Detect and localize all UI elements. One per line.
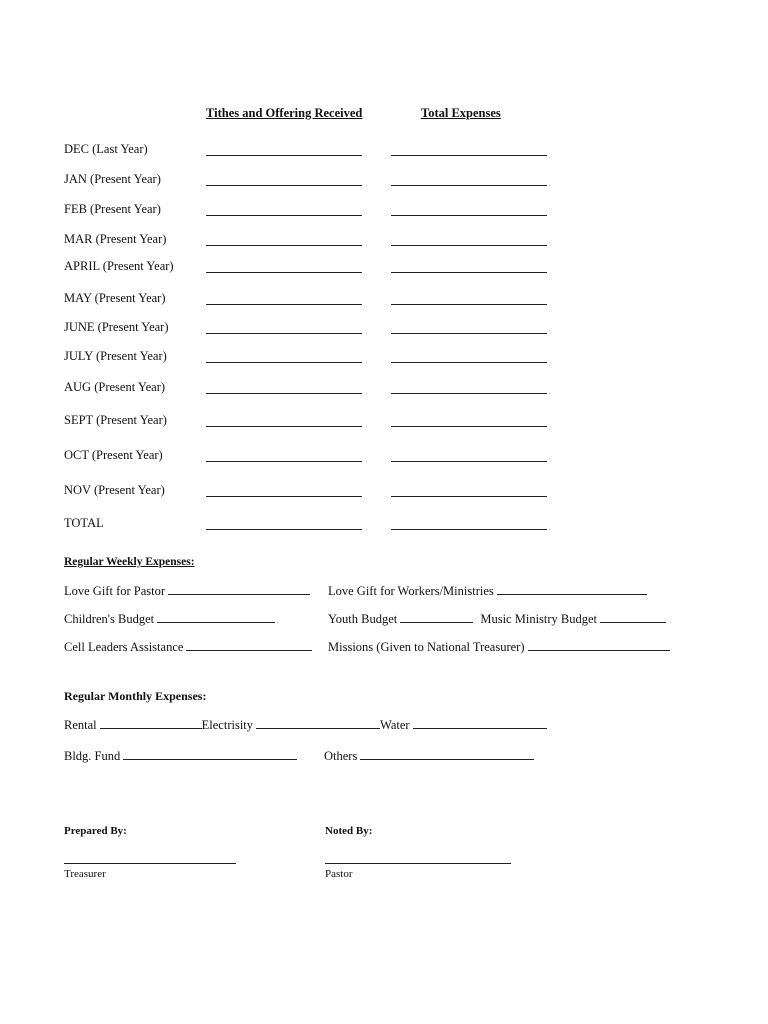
expenses-total-field[interactable] <box>391 529 547 530</box>
tithes-field[interactable] <box>206 426 362 427</box>
row-label: MAY (Present Year) <box>64 291 166 305</box>
tithes-field[interactable] <box>206 461 362 462</box>
bldg-fund-field[interactable] <box>123 748 297 760</box>
love-gift-pastor-label: Love Gift for Pastor <box>64 584 166 598</box>
tithes-field[interactable] <box>206 272 362 273</box>
rental-field[interactable] <box>100 717 202 729</box>
tithes-field[interactable] <box>206 362 362 363</box>
pastor-label: Pastor <box>325 868 353 880</box>
tithes-field[interactable] <box>206 215 362 216</box>
others-field[interactable] <box>360 748 534 760</box>
expenses-field[interactable] <box>391 333 547 334</box>
monthly-line-2 <box>64 748 301 763</box>
expenses-field[interactable] <box>391 155 547 156</box>
missions-label: Missions (Given to National Treasurer) <box>328 640 525 654</box>
tithes-field[interactable] <box>206 496 362 497</box>
row-label: MAR (Present Year) <box>64 232 167 246</box>
tithes-field[interactable] <box>206 333 362 334</box>
childrens-budget-label: Children's Budget <box>64 612 155 626</box>
col-tithes-header: Tithes and Offering Received <box>206 106 363 120</box>
row-label: SEPT (Present Year) <box>64 413 167 427</box>
row-label: NOV (Present Year) <box>64 483 165 497</box>
noted-by-label: Noted By: <box>325 825 373 837</box>
weekly-expenses-heading: Regular Weekly Expenses: <box>64 556 195 568</box>
others-label: Others <box>324 749 358 763</box>
treasurer-label: Treasurer <box>64 868 106 880</box>
row-label: JAN (Present Year) <box>64 172 161 186</box>
music-budget-label: Music Ministry Budget <box>480 612 598 626</box>
rental-label: Rental <box>64 718 97 732</box>
row-label: APRIL (Present Year) <box>64 259 174 273</box>
monthly-expenses-heading: Regular Monthly Expenses: <box>64 689 207 703</box>
youth-budget-field[interactable] <box>400 611 473 623</box>
expenses-field[interactable] <box>391 362 547 363</box>
row-label: AUG (Present Year) <box>64 380 166 394</box>
pastor-signature-line[interactable] <box>325 863 511 864</box>
weekly-line-1b <box>328 583 651 598</box>
childrens-budget-field[interactable] <box>157 611 275 623</box>
love-gift-workers-label: Love Gift for Workers/Ministries <box>328 584 494 598</box>
tithes-total-field[interactable] <box>206 529 362 530</box>
row-label: DEC (Last Year) <box>64 142 148 156</box>
tithes-field[interactable] <box>206 155 362 156</box>
love-gift-workers-field[interactable] <box>497 583 647 595</box>
tithes-field[interactable] <box>206 245 362 246</box>
expenses-field[interactable] <box>391 272 547 273</box>
monthly-line-2b <box>324 748 538 763</box>
water-field[interactable] <box>413 717 547 729</box>
row-label: JULY (Present Year) <box>64 349 167 363</box>
monthly-line-1 <box>64 717 551 732</box>
expenses-field[interactable] <box>391 215 547 216</box>
missions-field[interactable] <box>528 639 670 651</box>
expenses-field[interactable] <box>391 426 547 427</box>
prepared-by-label: Prepared By: <box>64 825 127 837</box>
col-expenses-header: Total Expenses <box>421 106 501 120</box>
water-label: Water <box>380 718 410 732</box>
music-budget-field[interactable] <box>600 611 666 623</box>
cell-leaders-field[interactable] <box>186 639 312 651</box>
cell-leaders-label: Cell Leaders Assistance <box>64 640 184 654</box>
row-label: FEB (Present Year) <box>64 202 161 216</box>
weekly-line-2 <box>64 611 279 626</box>
weekly-line-1 <box>64 583 314 598</box>
row-label: OCT (Present Year) <box>64 448 163 462</box>
row-label: JUNE (Present Year) <box>64 320 169 334</box>
electricity-field[interactable] <box>256 717 380 729</box>
electricity-label: Electrisity <box>201 718 254 732</box>
expenses-field[interactable] <box>391 185 547 186</box>
treasurer-signature-line[interactable] <box>64 863 236 864</box>
weekly-line-3 <box>64 639 316 654</box>
expenses-field[interactable] <box>391 496 547 497</box>
expenses-field[interactable] <box>391 245 547 246</box>
weekly-line-2b <box>328 611 670 626</box>
weekly-line-3b <box>328 639 674 654</box>
expenses-field[interactable] <box>391 461 547 462</box>
youth-budget-label: Youth Budget <box>328 612 398 626</box>
expenses-field[interactable] <box>391 304 547 305</box>
expenses-field[interactable] <box>391 393 547 394</box>
tithes-field[interactable] <box>206 185 362 186</box>
tithes-field[interactable] <box>206 393 362 394</box>
love-gift-pastor-field[interactable] <box>168 583 310 595</box>
tithes-field[interactable] <box>206 304 362 305</box>
bldg-fund-label: Bldg. Fund <box>64 749 121 763</box>
row-label-total: TOTAL <box>64 516 104 530</box>
